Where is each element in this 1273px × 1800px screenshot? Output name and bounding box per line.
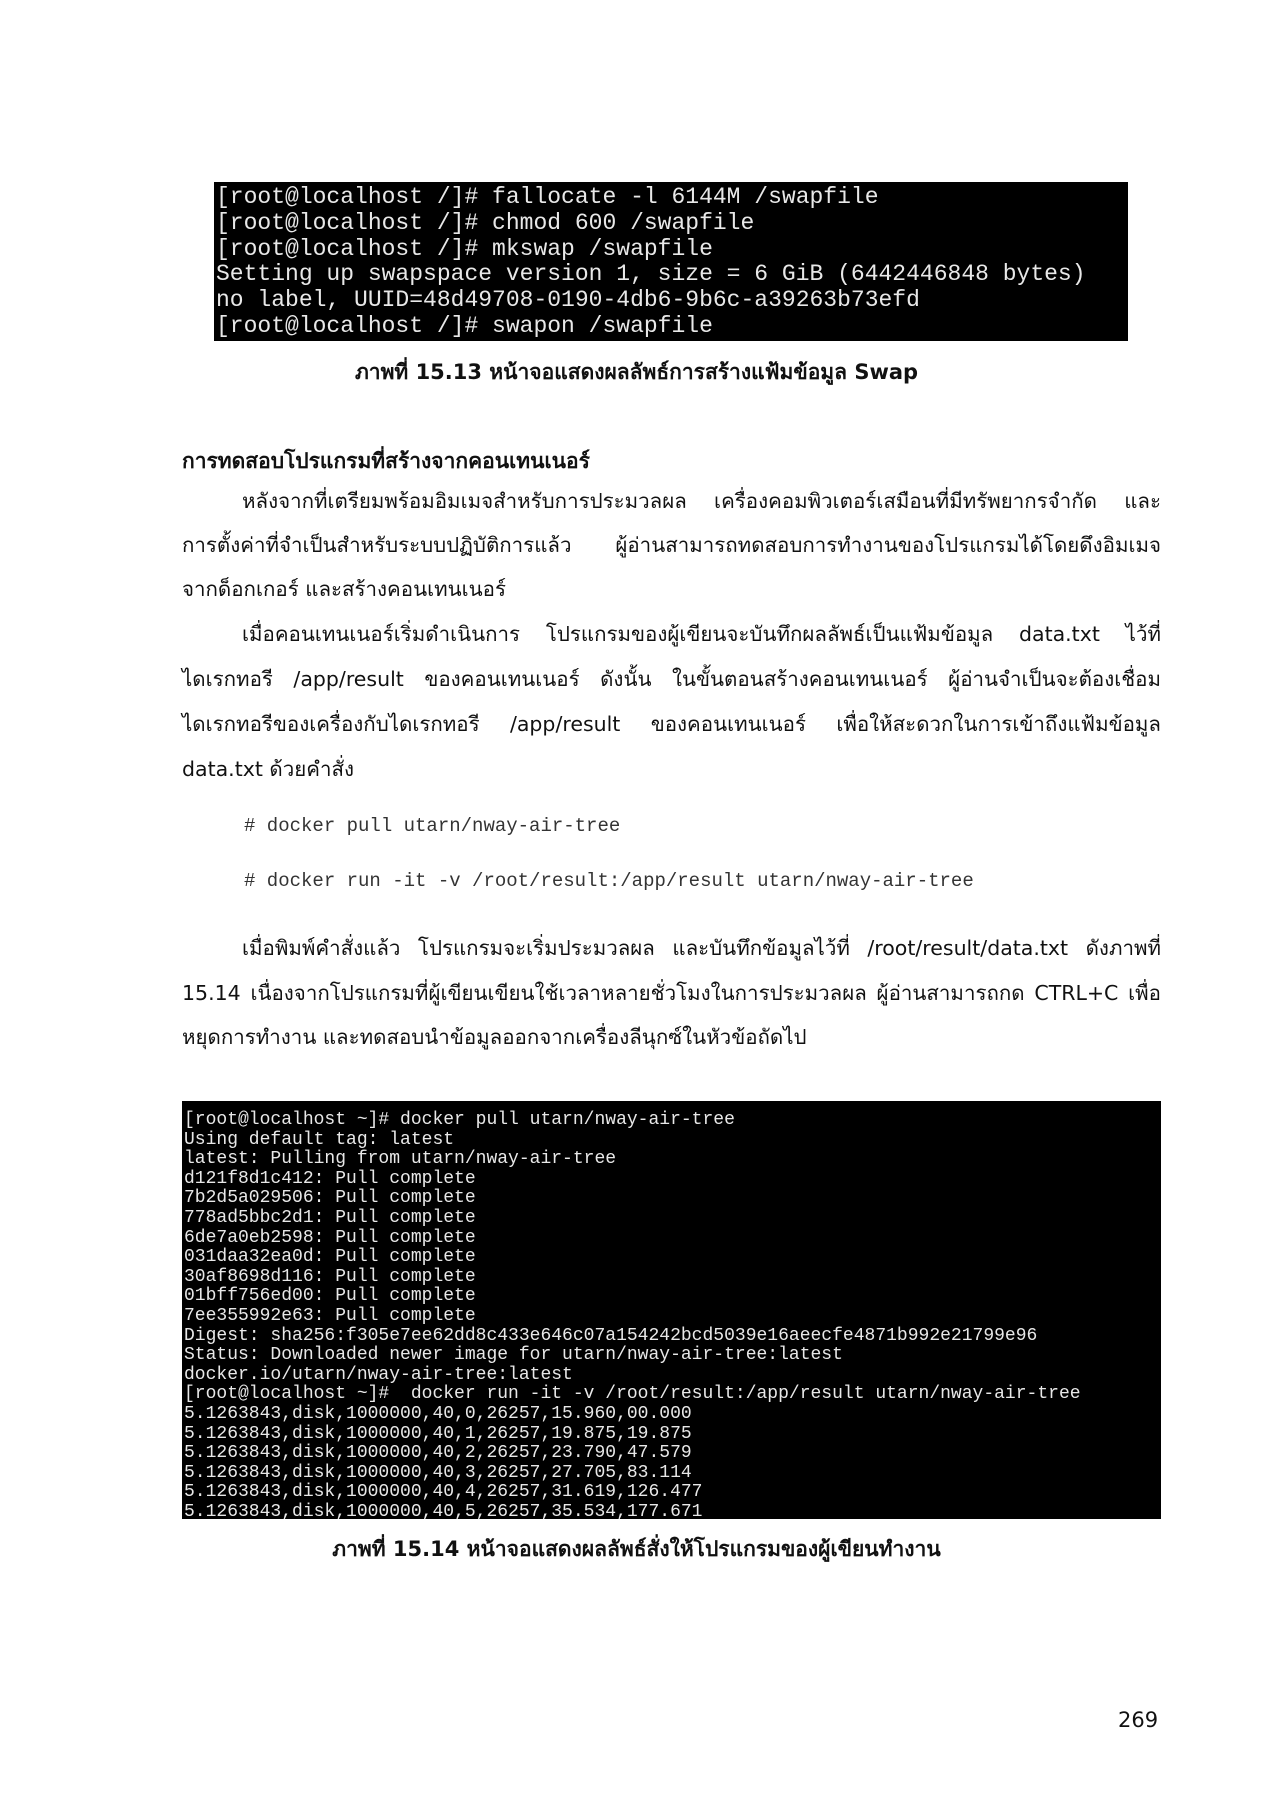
terminal-line: [root@localhost /]# mkswap /swapfile bbox=[216, 235, 713, 262]
paragraph-line: จากด็อกเกอร์ และสร้างคอนเทนเนอร์ bbox=[182, 577, 506, 601]
terminal-line: 6de7a0eb2598: Pull complete bbox=[184, 1227, 476, 1248]
command-line: # docker pull utarn/nway-air-tree bbox=[244, 815, 621, 837]
terminal-line: [root@localhost /]# chmod 600 /swapfile bbox=[216, 209, 755, 236]
terminal-screenshot-docker bbox=[182, 1101, 1161, 1519]
terminal-line: 5.1263843,disk,1000000,40,3,26257,27.705,83.114 bbox=[184, 1462, 692, 1483]
terminal-line: Digest: sha256:f305e7ee62dd8c433e646c07a154242bcd5039e16aeecfe4871b992e21799e96 bbox=[184, 1325, 1038, 1346]
terminal-line: 5.1263843,disk,1000000,40,4,26257,31.619,126.477 bbox=[184, 1482, 703, 1503]
figure-caption: ภาพที่ 15.14 หน้าจอแสดงผลลัพธ์สั่งให้โปรแกรมของผู้เขียนทำงาน bbox=[332, 1537, 941, 1561]
paragraph-line: หลังจากที่เตรียมพร้อมอิมเมจสำหรับการประมวลผล เครื่องคอมพิวเตอร์เสมือนที่มีทรัพยากรจำกัด และ bbox=[242, 489, 1161, 513]
section-heading: การทดสอบโปรแกรมที่สร้างจากคอนเทนเนอร์ bbox=[182, 449, 590, 473]
paragraph-line: data.txt ด้วยคำสั่ง bbox=[182, 757, 354, 781]
terminal-line: docker.io/utarn/nway-air-tree:latest bbox=[184, 1364, 573, 1385]
terminal-line: 30af8698d116: Pull complete bbox=[184, 1266, 476, 1287]
terminal-line: Using default tag: latest bbox=[184, 1129, 455, 1150]
paragraph-line: ไดเรกทอรีของเครื่องกับไดเรกทอรี /app/result ของคอนเทนเนอร์ เพื่อให้สะดวกในการเข้าถึงแฟ้มข้อมูล bbox=[182, 712, 1161, 736]
terminal-line: Status: Downloaded newer image for utarn/nway-air-tree:latest bbox=[184, 1345, 843, 1366]
terminal-line: 5.1263843,disk,1000000,40,5,26257,35.534,177.671 bbox=[184, 1501, 703, 1519]
terminal-line: [root@localhost ~]# docker run -it -v /root/result:/app/result utarn/nway-air-tree bbox=[184, 1384, 1081, 1405]
terminal-line: d121f8d1c412: Pull complete bbox=[184, 1168, 476, 1189]
terminal-line: 5.1263843,disk,1000000,40,0,26257,15.960,00.000 bbox=[184, 1403, 692, 1424]
terminal-line: 778ad5bbc2d1: Pull complete bbox=[184, 1207, 476, 1228]
page-number: 269 bbox=[1118, 1708, 1159, 1732]
figure-caption: ภาพที่ 15.13 หน้าจอแสดงผลลัพธ์การสร้างแฟ้มข้อมูล Swap bbox=[354, 360, 919, 384]
terminal-line: no label, UUID=48d49708-0190-4db6-9b6c-a39263b73efd bbox=[216, 287, 920, 314]
paragraph-line: ไดเรกทอรี /app/result ของคอนเทนเนอร์ ดังนั้น ในขั้นตอนสร้างคอนเทนเนอร์ ผู้อ่านจำเป็นจะต้องเชื่อม bbox=[182, 667, 1161, 691]
terminal-line: [root@localhost /]# fallocate -l 6144M /swapfile bbox=[216, 184, 879, 210]
command-line: # docker run -it -v /root/result:/app/result utarn/nway-air-tree bbox=[244, 870, 974, 892]
terminal-line: 7b2d5a029506: Pull complete bbox=[184, 1188, 476, 1209]
terminal-line: Setting up swapspace version 1, size = 6 GiB (6442446848 bytes) bbox=[216, 261, 1086, 288]
paragraph-line: การตั้งค่าที่จำเป็นสำหรับระบบปฏิบัติการแล้ว ผู้อ่านสามารถทดสอบการทำงานของโปรแกรมได้โดยดึงอิมเมจ bbox=[182, 533, 1161, 557]
terminal-screenshot-swap bbox=[214, 182, 1128, 341]
paragraph-line: เมื่อพิมพ์คำสั่งแล้ว โปรแกรมจะเริ่มประมวลผล และบันทึกข้อมูลไว้ที่ /root/result/data.txt ดังภาพที่ bbox=[242, 936, 1161, 960]
terminal-line: 7ee355992e63: Pull complete bbox=[184, 1305, 476, 1326]
paragraph-line: เมื่อคอนเทนเนอร์เริ่มดำเนินการ โปรแกรมของผู้เขียนจะบันทึกผลลัพธ์เป็นแฟ้มข้อมูล data.txt ไว้ที่ bbox=[242, 622, 1161, 646]
terminal-line: [root@localhost ~]# docker pull utarn/nway-air-tree bbox=[184, 1110, 735, 1130]
terminal-line: 5.1263843,disk,1000000,40,2,26257,23.790,47.579 bbox=[184, 1443, 692, 1464]
paragraph-line: 15.14 เนื่องจากโปรแกรมที่ผู้เขียนเขียนใช้เวลาหลายชั่วโมงในการประมวลผล ผู้อ่านสามารถกด CTRL+C เพื่อ bbox=[182, 981, 1161, 1005]
terminal-line: 5.1263843,disk,1000000,40,1,26257,19.875,19.875 bbox=[184, 1423, 692, 1444]
terminal-line: latest: Pulling from utarn/nway-air-tree bbox=[184, 1149, 617, 1170]
paragraph-line: หยุดการทำงาน และทดสอบนำข้อมูลออกจากเครื่องลีนุกซ์ในหัวข้อถัดไป bbox=[182, 1025, 807, 1049]
terminal-line: 01bff756ed00: Pull complete bbox=[184, 1286, 476, 1307]
terminal-line: 031daa32ea0d: Pull complete bbox=[184, 1247, 476, 1268]
terminal-line: [root@localhost /]# swapon /swapfile bbox=[216, 312, 713, 339]
